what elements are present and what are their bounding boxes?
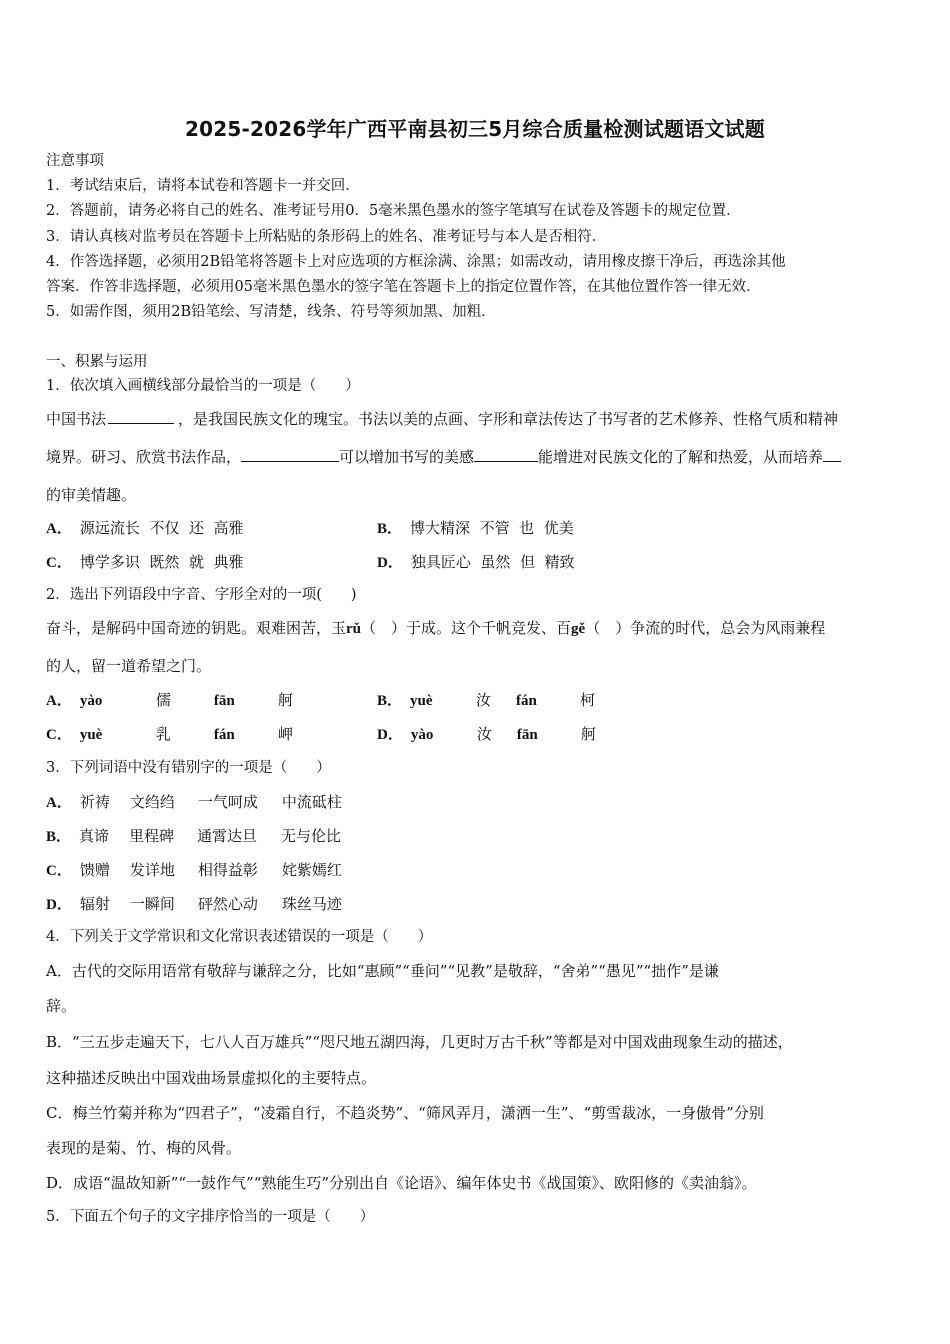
option-c-line: 表现的是菊、竹、梅的风骨。: [46, 1139, 242, 1157]
passage-text: 中国书法: [46, 410, 107, 428]
pinyin: gě: [571, 621, 586, 637]
answer-blank: [823, 447, 841, 462]
question-2-stem: 2．选出下列语段中字音、字形全对的一项( ): [46, 587, 357, 603]
option-d[interactable]: D． yào 汝 fān 舸: [377, 725, 596, 743]
question-1-stem: 1．依次填入画横线部分最恰当的一项是（ ）: [46, 378, 360, 394]
option-a[interactable]: A． yào 儒 fān 舸: [46, 691, 293, 709]
question-1-passage-line: 的审美情趣。: [46, 486, 137, 504]
option-b[interactable]: B． yuè 汝 fán 柯: [377, 691, 596, 709]
option-c[interactable]: C． 馈赠 发详地 相得益彰 姹紫嫣红: [46, 861, 342, 879]
passage-text: 可以增加书写的美感: [339, 448, 475, 466]
question-4-stem: 4．下列关于文学常识和文化常识表述错误的一项是（ ）: [46, 929, 433, 945]
option-c-line[interactable]: C．梅兰竹菊并称为“四君子”，“凌霜自行，不趋炎势”、“筛风弄月，潇洒一生”、“剪雪裁冰，一身傲骨”分别: [46, 1104, 764, 1122]
option-b[interactable]: B． 真谛 里程碑 通霄达旦 无与伦比: [46, 827, 342, 845]
option-d[interactable]: D． 独具匠心 虽然 但 精致: [377, 553, 575, 571]
answer-blank: [108, 409, 174, 424]
option-a-line[interactable]: A．古代的交际用语常有敬辞与谦辞之分，比如“惠顾”“垂问”“见教”是敬辞，“舍弟”“愚见”“拙作”是谦: [46, 962, 719, 980]
notice-item: 5．如需作图，须用2B铅笔绘、写清楚，线条、符号等须加黑、加粗．: [46, 304, 496, 320]
option-d[interactable]: D． 辐射 一瞬间 砰然心动 珠丝马迹: [46, 895, 342, 913]
question-2-passage-line: 的人，留一道希望之门。: [46, 657, 212, 675]
notice-item: 2．答题前，请务必将自己的姓名、准考证号用0．5毫米黑色墨水的签字笔填写在试卷及答题卡的规定位置．: [46, 203, 741, 219]
answer-blank: [474, 447, 538, 462]
pinyin: rǔ: [346, 621, 362, 637]
option-c[interactable]: C． yuè 乳 fán 岬: [46, 725, 293, 743]
option-b-line: 这种描述反映出中国戏曲场景虚拟化的主要特点。: [46, 1069, 377, 1087]
question-5-stem: 5．下面五个句子的文字排序恰当的一项是（ ）: [46, 1209, 375, 1225]
option-a-line: 辞。: [46, 997, 77, 1015]
notice-item: 4．作答选择题，必须用2B铅笔将答题卡上对应选项的方框涂满、涂黑；如需改动，请用橡皮擦干净后，再选涂其他: [46, 254, 786, 270]
question-1-passage-line: [46, 409, 838, 429]
question-3-stem: 3．下列词语中没有错别字的一项是（ ）: [46, 760, 331, 776]
option-b[interactable]: B． 博大精深 不管 也 优美: [377, 519, 574, 537]
answer-blank: [241, 447, 339, 462]
passage-text: ，是我国民族文化的瑰宝。书法以美的点画、字形和章法传达了书写者的艺术修养、性格气质和精神: [178, 410, 839, 428]
passage-text: 境界。研习、欣赏书法作品，: [46, 448, 242, 466]
option-b-line[interactable]: B．“三五步走遍天下，七八人百万雄兵”“咫尺地五湖四海，几更时万古千秋”等都是对中国戏曲现象生动的描述，: [46, 1033, 793, 1051]
passage-text: 能增进对民族文化的了解和热爱，从而培养: [538, 448, 824, 466]
notice-heading: 注意事项: [46, 153, 104, 169]
notice-item: 答案．作答非选择题，必须用05毫米黑色墨水的签字笔在答题卡上的指定位置作答，在其他位置作答一律无效．: [46, 279, 761, 295]
notice-item: 3．请认真核对监考员在答题卡上所粘贴的条形码上的姓名、准考证号与本人是否相符．: [46, 229, 607, 245]
option-a[interactable]: A． 源远流长 不仅 还 高雅: [46, 519, 244, 537]
option-a[interactable]: A． 祈祷 文绉绉 一气呵成 中流砥柱: [46, 793, 342, 811]
question-1-passage-line: [46, 447, 841, 467]
option-c[interactable]: C． 博学多识 既然 就 典雅: [46, 553, 244, 571]
section-heading: 一、积累与运用: [46, 354, 148, 370]
question-2-passage-line: 奋斗，是解码中国奇迹的钥匙。艰难困苦，玉rǔ（ ）于成。这个千帆竞发、百gě（ ）争流的时代，总会为风雨兼程: [46, 619, 826, 637]
notice-item: 1．考试结束后，请将本试卷和答题卡一并交回．: [46, 178, 360, 194]
option-d-line[interactable]: D．成语“温故知新”“一鼓作气”“熟能生巧”分别出自《论语》、编年体史书《战国策》、欧阳修的《卖油翁》。: [46, 1174, 757, 1192]
page-title: 2025-2026学年广西平南县初三5月综合质量检测试题语文试题: [185, 117, 765, 141]
